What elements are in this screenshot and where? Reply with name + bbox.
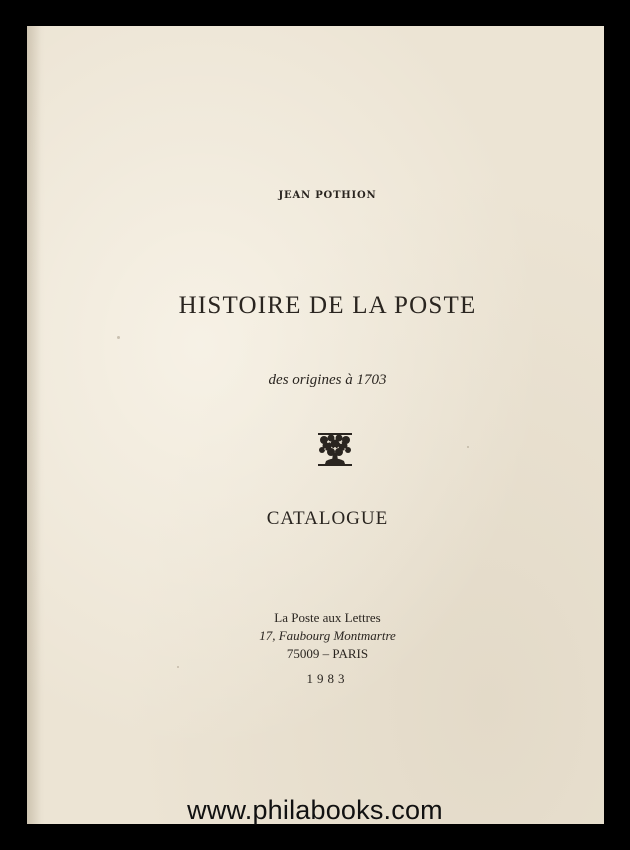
watermark-url: www.philabooks.com bbox=[187, 795, 443, 825]
printer-ornament-icon bbox=[316, 431, 354, 467]
book-cover bbox=[27, 26, 604, 824]
publisher-street: 17, Faubourg Montmartre bbox=[259, 628, 396, 643]
paper-speck bbox=[177, 666, 179, 668]
publisher-name: La Poste aux Lettres bbox=[274, 610, 381, 625]
publication-year: 1983 bbox=[306, 671, 349, 686]
book-subtitle: des origines à 1703 bbox=[268, 372, 387, 388]
publisher-city: 75009 – PARIS bbox=[286, 646, 369, 661]
paper-speck bbox=[467, 446, 469, 448]
author-name: JEAN POTHION bbox=[278, 190, 377, 201]
paper-speck bbox=[117, 336, 120, 339]
book-title: HISTOIRE DE LA POSTE bbox=[178, 292, 477, 319]
section-heading: CATALOGUE bbox=[266, 508, 389, 529]
spine-shade bbox=[27, 26, 41, 824]
